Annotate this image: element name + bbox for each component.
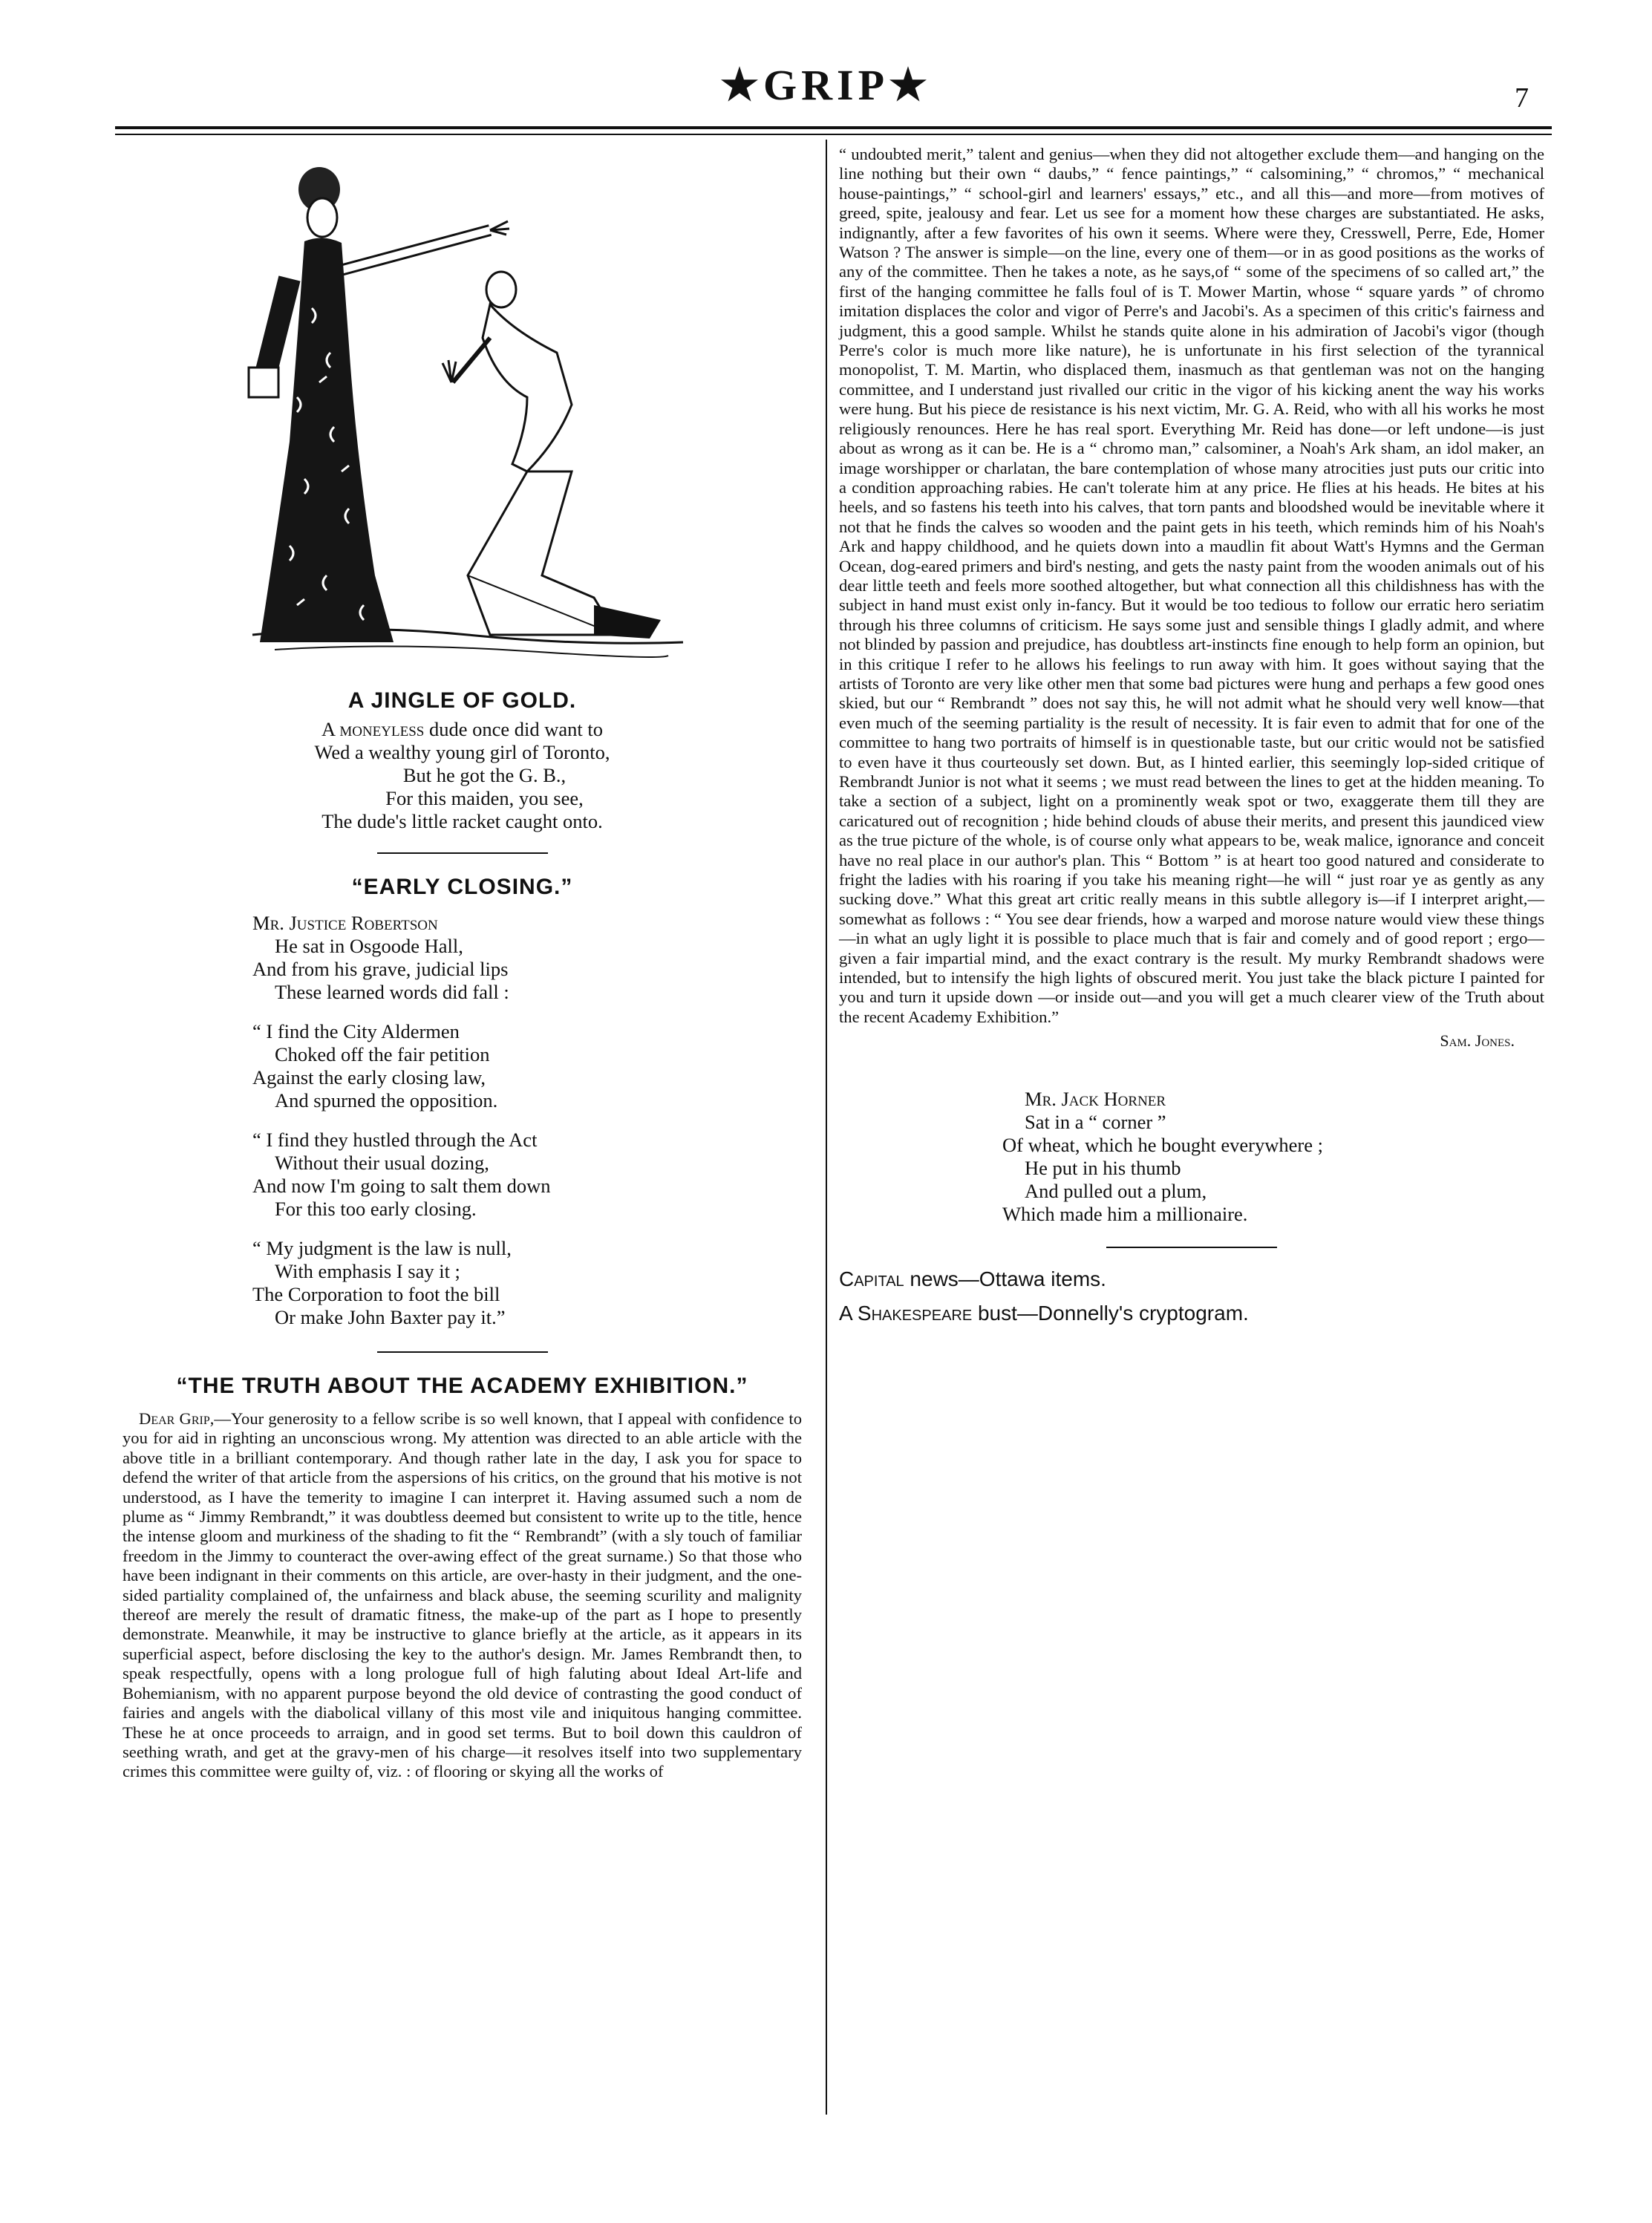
section-rule [377,852,548,854]
header-rule-thin [115,134,1552,135]
horner-lead: Mr. Jack Horner [1025,1088,1166,1111]
quip-text: bust—Donnelly's cryptogram. [972,1302,1249,1325]
quip-lead: Capital [839,1267,904,1291]
truth-body-right [839,145,1544,1027]
early-closing-poem [252,912,802,1329]
cartoon-illustration [245,160,690,672]
poem-line: He put in his thumb [1025,1157,1181,1180]
masthead-title: ★GRIP★ [720,61,932,109]
column-divider [826,140,827,2115]
poem-line: Choked off the fair petition [275,1043,490,1065]
poem-line: And spurned the opposition. [275,1089,498,1112]
poem-line: He sat in Osgoode Hall, [275,935,463,957]
header-rule [115,126,1552,129]
jingle-title: A JINGLE OF GOLD. [347,688,577,713]
poem-line: “ I find they hustled through the Act [252,1129,538,1151]
jingle-lead: A moneyless [321,718,425,740]
poem-line: dude once did want to [428,718,603,740]
poem-line: Or make John Baxter pay it.” [275,1306,506,1328]
quip-text: news—Ottawa items. [904,1267,1106,1291]
poem-line: Without their usual dozing, [275,1152,489,1174]
poem-line: And now I'm going to salt them down [252,1175,551,1197]
section-rule [377,1351,548,1353]
early-closing-lead: Mr. Justice Robertson [252,912,438,934]
poem-line: The dude's little racket caught onto. [321,810,603,832]
poem-line: Of wheat, which he bought everywhere ; [1002,1134,1323,1157]
page-number: 7 [1515,82,1529,114]
horner-poem [1002,1088,1544,1226]
section-rule [1106,1247,1277,1248]
poem-line: Sat in a “ corner ” [1025,1111,1166,1134]
poem-line: Against the early closing law, [252,1066,486,1088]
jingle-poem [123,718,802,833]
poem-line: With emphasis I say it ; [275,1260,460,1282]
poem-line: These learned words did fall : [275,981,509,1003]
poem-line: For this too early closing. [275,1198,477,1220]
quip-lead: A Shakespeare [839,1302,973,1325]
truth-signature: Sam. Jones. [1440,1031,1515,1051]
quip-capital [839,1267,1544,1291]
poem-line: And pulled out a plum, [1025,1180,1207,1203]
truth-body-left [123,1409,802,1782]
right-column [839,145,1544,1325]
poem-line: The Corporation to foot the bill [252,1283,500,1305]
quip-shakespeare [839,1302,1544,1325]
poem-line: For this maiden, you see, [385,787,584,809]
truth-text-left: —Your generosity to a fellow scribe is so well known, that I appeal with confidence to you for aid in righting an unconscious wrong. My attention was directed to an able article with the above title in a brilliant contemporary. And though rather late in the day, I ask you for space to defend the writer of that article from the aspersions of his critics, on the ground that his motive is not understood, as I have the temerity to imagine I can interpret it. Having assumed such a nom de plume as “ Jimmy Rembrandt,” it was doubtless deemed but consistent to write up to the title, hence the intense gloom and murkiness of the shading to fit the “ Rembrandt” (with a sly touch of familiar freedom in the Jimmy to counteract the over-awing effect of the great surname.) So that those who have been indignant in their comments on this article, are over-hasty in their judgment, and the one-sided partiality complained of, the unfairness and black abuse, the seeming scurility and malignity thereof are merely the result of dramatic fitness, the make-up of the part as I hope to presently demonstrate. Meanwhile, it may be instructive to glance briefly at the article, as it appears in its superficial aspect, before disclosing the key to the author's design. Mr. James Rembrandt then, to speak respectfully, opens with a long prologue full of high faluting about Ideal Art-life and Bohemianism, with no apparent purpose beyond the old device of contrasting the good conduct of fairies and angels with the diabolical villany of this most vile and iniquitous hanging committee. These he at once proceeds to arraign, and in good set terms. But to boil down this cauldron of seething wrath, and get at the gravy-men of his charge—it resolves itself into two supplementary crimes this committee were guilty of, viz. : of flooring or skying all the works of [123,1409,802,1781]
left-column [123,141,802,1782]
truth-text-right: “ undoubted merit,” talent and genius—when they did not altogether exclude them—and hanging on the line nothing but their own “ daubs,” “ fence paintings,” “ calsomining,” “ chromos,” “ mechanical house-paintings,” “ school-girl and learners' essays,” etc., and all this—and more—from motives of greed, spite, jealousy and fear. Let us see for a moment how these charges are substantiated. He asks, indignantly, after a few favorites of his own it seems. Where were they, Cresswell, Perre, Ede, Homer Watson ? The answer is simple—on the line, every one of them—or in as good positions as the works of any of the committee. Then he takes a note, as he says,of “ some of the specimens of so called art,” the first of the hanging committee he falls foul of is T. Mower Martin, whose “ square yards ” of chromo imitation displaces the color and vigor of Perre's and Jacobi's. As a specimen of this critic's fairness and judgment, this a good sample. Whilst he stands quite alone in his admiration of Jacobi's vigor (though Perre's color is much more like nature), he is unfortunate in his first selection of the tyrannical monopolist, T. M. Martin, who displaced them, inasmuch as that gentleman was not on the hanging committee, and I understand just rivalled our critic in the vigor of his kicking anent the way his works were hung. But his piece de resistance is his next victim, Mr. G. A. Reid, who with all his works he most religiously renounces. Here he has real sport. Everything Mr. Reid has done—or left undone—is just about as wrong as it can be. He is a “ chromo man,” calsominer, a Noah's Ark sham, an idol maker, an image worshipper or charlatan, the bare contemplation of whose many atrocities just puts our critic into a condition approaching rabies. He can't tolerate him at any price. He flies at his heads. He bites at his heels, and so fastens his teeth into his calves, that torn pants and bloodshed would be inevitable where it not that he finds the calves so wooden and the paint gets in his teeth, which reminds him of his Noah's Ark and happy childhood, and he quiets down into a maudlin fit about Watt's Hymns and the German Ocean, dog-eared primers and bird's nesting, and gets the nasty paint from the wooden animals out of his dear little teeth and feels more soothed altogether, but what connection all this childishness has with the subject in hand must exist only in-fancy. But it would be too tedious to follow our erratic hero seriatim through his three columns of criticism. He says some just and sensible things I gladly admit, and where not blinded by passion and prejudice, has doubtless art-instincts fine enough to help form an opinion, but in this critique I refer to he allows his feelings to run away with him. It goes without saying that the artists of Toronto are very like other men that some bad pictures were hung and perhaps a few good ones skied, but our “ Rembrandt ” does not say this, he will not admit what he should very well know—that even much of the seeming partiality is the result of necessity. It is fair even to admit that for one of the committee to hang two portraits of himself is in questionable taste, but our critic would not be satisfied to even have it thus courteously set down. But, as I hinted earlier, this seemingly lop-sided critique of Rembrandt Junior is not what it seems ; we must read between the lines to get at the hidden meaning. To take a section of a subject, light on a prominently weak spot or two, exaggerate them till they are caricatured out of recognition ; hide behind clouds of abuse their merits, and present this jaundiced view as the true picture of the whole, is of course only what appears to be, weak malice, ignorance and conceit have no real place in our author's plan. This “ Bottom ” is at heart too good natured and considerate to fright the ladies with his roaring if you take his meaning right—he will “ just roar ye as gently as any sucking dove.” What this great art critic really means in this subtle allegory is—if I interpret aright,—somewhat as follows : “ You see dear friends, how a warped and morose nature would view these things—in what an ugly light it is possible to place much that is fair and comely and of good report ; ergo—given a fair impartial mind, and the exact contrary is the result. My murky Rembrandt shadows were intended, but to intensify the high lights of obscured merit. You just take the black picture I painted for you and turn it upside down —or inside out—and you will get a much clearer view of the Truth about the recent Academy Exhibition.” [839,145,1544,1026]
truth-salutation: Dear Grip, [139,1409,215,1428]
poem-line: “ My judgment is the law is null, [252,1237,512,1259]
early-closing-title: “EARLY CLOSING.” [351,875,573,899]
poem-line: “ I find the City Aldermen [252,1020,460,1042]
poem-line: Wed a wealthy young girl of Toronto, [314,741,610,763]
poem-line: Which made him a millionaire. [1002,1203,1248,1226]
poem-line: But he got the G. B., [402,764,567,786]
truth-title: “THE TRUTH ABOUT THE ACADEMY EXHIBITION.” [176,1374,748,1398]
poem-line: And from his grave, judicial lips [252,958,509,980]
